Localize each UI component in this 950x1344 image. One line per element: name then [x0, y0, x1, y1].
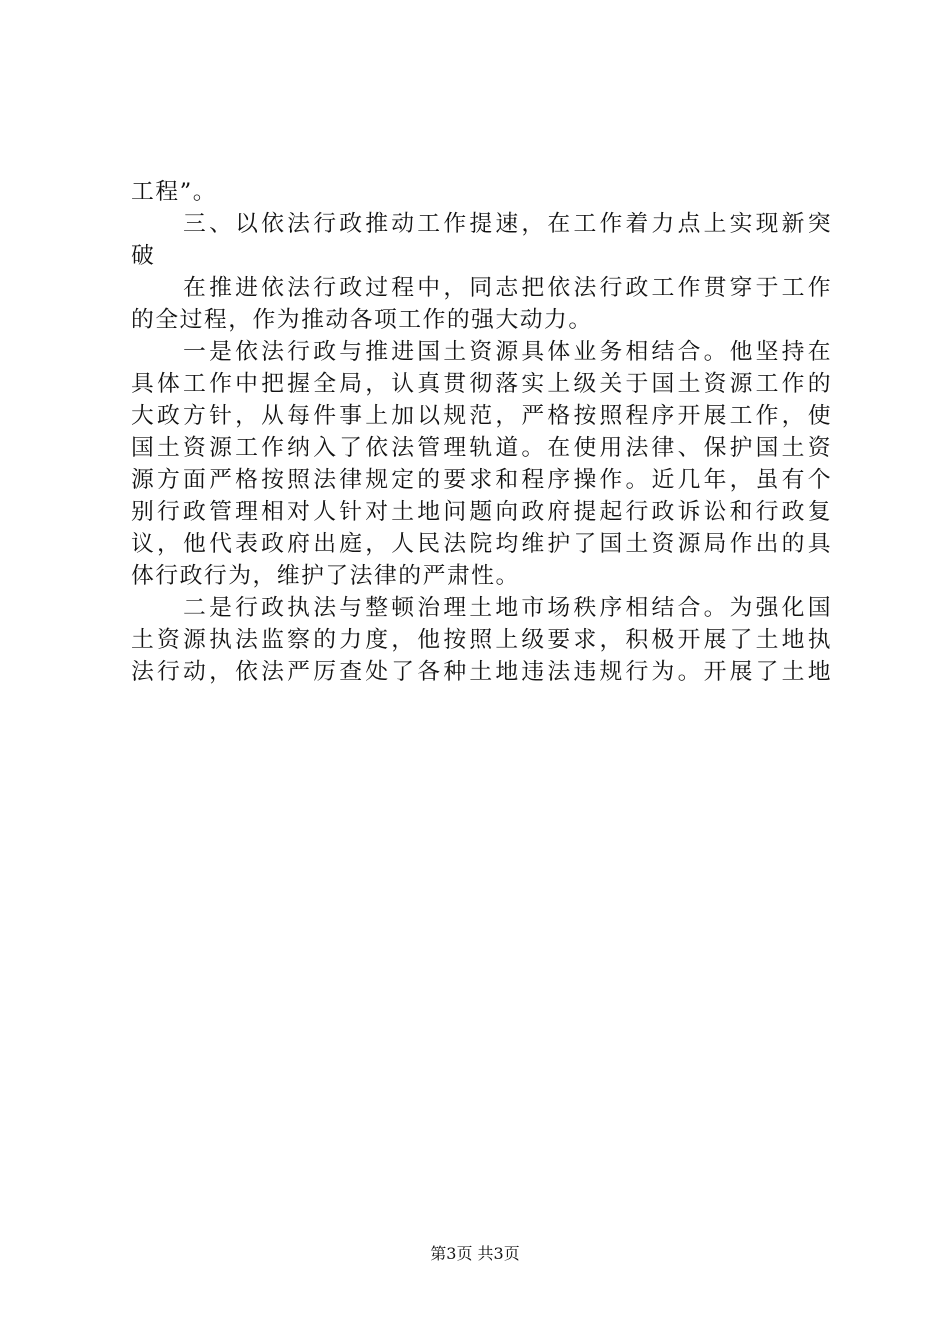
- text-line: 的全过程，作为推动各项工作的强大动力。: [131, 307, 593, 333]
- text-line: 体行政行为，维护了法律的严肃性。: [131, 563, 520, 589]
- page-footer: 第3页 共3页: [430, 1244, 520, 1263]
- text-line: 源方面严格按照法律规定的要求和程序操作。近几年，虽有个: [131, 467, 831, 493]
- text-line: 在推进依法行政过程中，同志把依法行政工作贯穿于工作: [131, 275, 831, 301]
- text-line: 三、以依法行政推动工作提速，在工作着力点上实现新突: [131, 211, 831, 237]
- text-line: 国土资源工作纳入了依法管理轨道。在使用法律、保护国土资: [131, 435, 831, 461]
- text-line: 土资源执法监察的力度，他按照上级要求，积极开展了土地执: [131, 627, 831, 653]
- text-line: 别行政管理相对人针对土地问题向政府提起行政诉讼和行政复: [131, 499, 831, 525]
- document-body: [131, 176, 831, 688]
- text-line: 具体工作中把握全局，认真贯彻落实上级关于国土资源工作的: [131, 371, 831, 397]
- text-line: 一是依法行政与推进国土资源具体业务相结合。他坚持在: [131, 339, 831, 365]
- text-line: 议，他代表政府出庭，人民法院均维护了国土资源局作出的具: [131, 531, 831, 557]
- text-line: 工程”。: [131, 179, 218, 205]
- text-line: 二是行政执法与整顿治理土地市场秩序相结合。为强化国: [131, 595, 831, 621]
- text-line: 法行动，依法严厉查处了各种土地违法违规行为。开展了土地: [131, 659, 831, 685]
- text-line: 大政方针，从每件事上加以规范，严格按照程序开展工作，使: [131, 403, 831, 429]
- text-line: 破: [131, 243, 156, 269]
